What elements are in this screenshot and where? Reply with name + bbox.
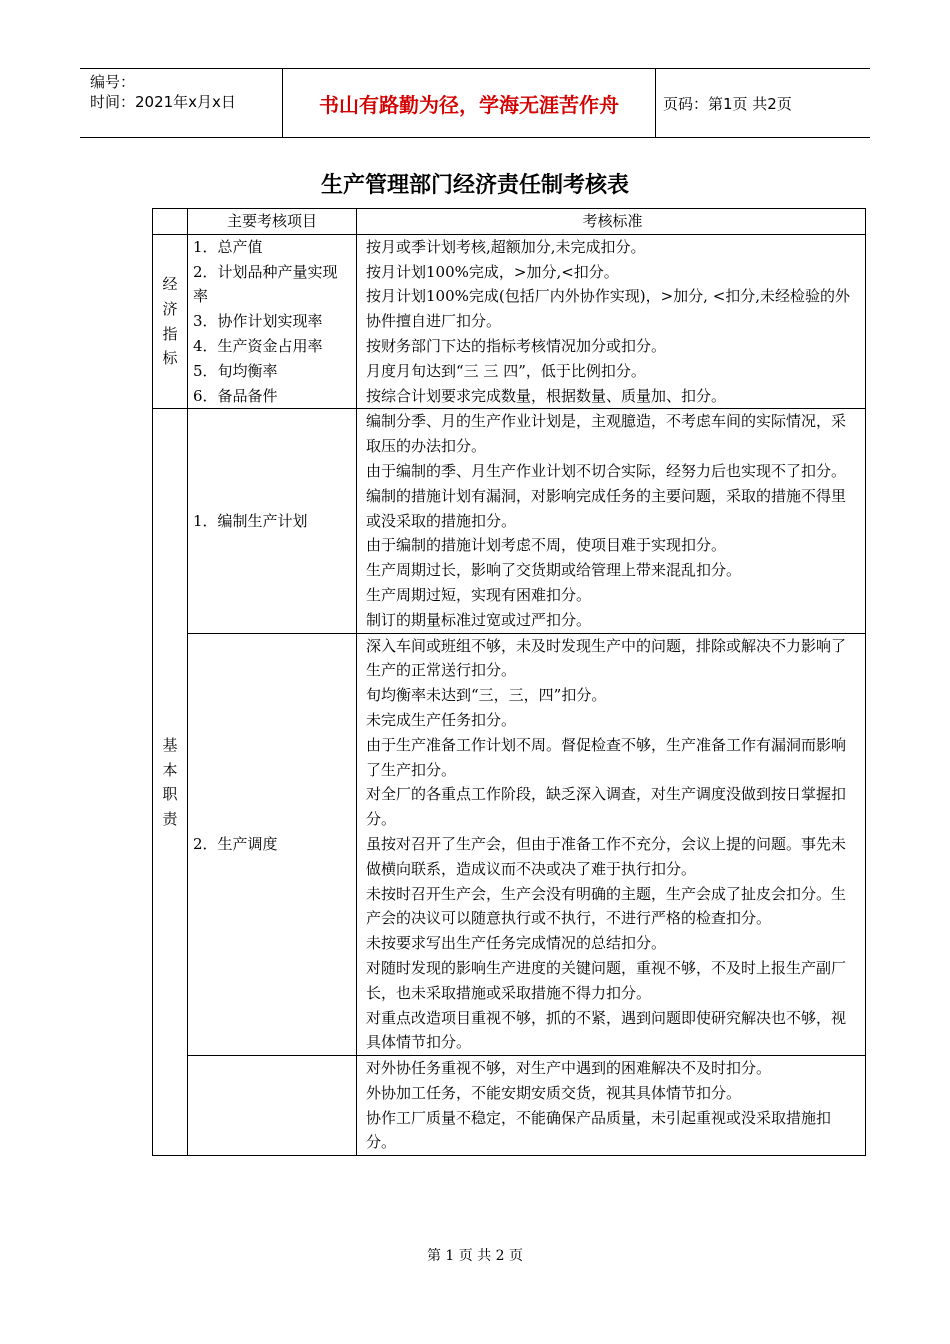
header-item: 主要考核项目 xyxy=(188,209,357,235)
time-label: 时间：2021年x月x日 xyxy=(90,93,236,111)
standard-line: 编制的措施计划有漏洞，对影响完成任务的主要问题，采取的措施不得里或没采取的措施扣分。 xyxy=(366,486,847,530)
table-row xyxy=(153,234,866,409)
category-char: 经 xyxy=(162,274,178,293)
serial-label: 编号： xyxy=(90,73,136,91)
standard-line: 虽按对召开了生产会，但由于准备工作不充分，会议上提的问题。事先未做横向联系，造成议而不决或决了难于执行扣分。 xyxy=(366,834,847,878)
page-footer: 第 1 页 共 2 页 xyxy=(426,1248,524,1264)
table-header-row xyxy=(153,209,866,235)
category-cell xyxy=(153,234,188,409)
item-line: 1．总产值 xyxy=(193,237,263,256)
standard-line: 由于编制的季、月生产作业计划不切合实际，经努力后也实现不了扣分。 xyxy=(366,461,847,480)
item-cell: 2．生产调度 xyxy=(188,633,357,1056)
category-cell xyxy=(153,409,188,1156)
category-char: 标 xyxy=(162,349,178,368)
category-char: 济 xyxy=(162,299,178,318)
item-cell xyxy=(188,234,357,409)
header-meta xyxy=(80,69,282,137)
standard-line: 对重点改造项目重视不够，抓的不紧，遇到问题即使研究解决也不够，视具体情节扣分。 xyxy=(366,1008,847,1052)
standard-line: 协作工厂质量不稳定，不能确保产品质量，未引起重视或没采取措施扣分。 xyxy=(366,1108,832,1152)
standard-line: 由于编制的措施计划考虑不周，使项目难于实现扣分。 xyxy=(366,536,727,555)
standard-line: 生产周期过长，影响了交货期或给管理上带来混乱扣分。 xyxy=(366,561,742,580)
standard-line: 深入车间或班组不够，未及时发现生产中的问题，排除或解决不力影响了生产的正常送行扣分。 xyxy=(366,636,847,680)
standard-line: 按月或季计划考核,超额加分,未完成扣分。 xyxy=(366,237,646,256)
category-char: 指 xyxy=(162,324,178,343)
standard-line: 按财务部门下达的指标考核情况加分或扣分。 xyxy=(366,336,667,355)
standard-line: 按月计划100%完成，>加分,<扣分。 xyxy=(366,262,619,281)
standard-line: 生产周期过短，实现有困难扣分。 xyxy=(366,585,592,604)
header-standard: 考核标准 xyxy=(357,209,866,235)
item-line: 6．备品备件 xyxy=(193,386,278,405)
item-line: 5．旬均衡率 xyxy=(193,361,278,380)
standard-cell xyxy=(357,409,866,633)
category-char: 基 xyxy=(162,735,178,754)
item-line: 2．计划品种产量实现率 xyxy=(193,262,338,306)
item-line: 3．协作计划实现率 xyxy=(193,312,323,331)
item-line: 4．生产资金占用率 xyxy=(193,336,323,355)
standard-line: 未完成生产任务扣分。 xyxy=(366,710,517,729)
page-header xyxy=(80,68,870,138)
assessment-table xyxy=(152,208,866,1156)
standard-line: 对随时发现的影响生产进度的关键问题，重视不够，不及时上报生产副厂长，也未采取措施或采取措施不得力扣分。 xyxy=(366,958,847,1002)
item-cell: 1．编制生产计划 xyxy=(188,409,357,633)
table-row xyxy=(153,1056,866,1156)
standard-line: 由于生产准备工作计划不周。督促检查不够，生产准备工作有漏洞而影响了生产扣分。 xyxy=(366,735,847,779)
standard-line: 未按要求写出生产任务完成情况的总结扣分。 xyxy=(366,934,667,953)
standard-line: 制订的期量标准过宽或过严扣分。 xyxy=(366,610,592,629)
category-char: 责 xyxy=(162,810,178,829)
table-row xyxy=(153,633,866,1056)
table-row xyxy=(153,409,866,633)
standard-line: 按月计划100%完成(包括厂内外协作实现)，>加分, <扣分,未经检验的外协件擅自进厂扣分。 xyxy=(366,287,851,331)
item-cell xyxy=(188,1056,357,1156)
standard-line: 对全厂的各重点工作阶段，缺乏深入调查，对生产调度没做到按日掌握扣分。 xyxy=(366,785,847,829)
document-title: 生产管理部门经济责任制考核表 xyxy=(320,173,629,198)
standard-line: 对外协任务重视不够，对生产中遇到的困难解决不及时扣分。 xyxy=(366,1059,772,1078)
standard-line: 月度月旬达到“三 三 四”，低于比例扣分。 xyxy=(366,361,646,380)
standard-cell xyxy=(357,234,866,409)
standard-line: 按综合计划要求完成数量，根据数量、质量加、扣分。 xyxy=(366,386,727,405)
header-blank xyxy=(153,209,188,235)
standard-cell xyxy=(357,1056,866,1156)
category-char: 本 xyxy=(162,760,178,779)
standard-line: 编制分季、月的生产作业计划是，主观臆造，不考虑车间的实际情况，采取压的办法扣分。 xyxy=(366,412,847,456)
motto: 书山有路勤为径，学海无涯苦作舟 xyxy=(282,69,656,137)
standard-cell xyxy=(357,633,866,1056)
category-char: 职 xyxy=(162,785,178,804)
standard-line: 未按时召开生产会，生产会没有明确的主题，生产会成了扯皮会扣分。生产会的决议可以随意执行或不执行，不进行严格的检查扣分。 xyxy=(366,884,847,928)
standard-line: 外协加工任务，不能安期安质交货，视其具体情节扣分。 xyxy=(366,1083,742,1102)
page-info: 页码：第1页 共2页 xyxy=(663,94,792,113)
standard-line: 旬均衡率未达到“三，三，四”扣分。 xyxy=(366,686,607,705)
